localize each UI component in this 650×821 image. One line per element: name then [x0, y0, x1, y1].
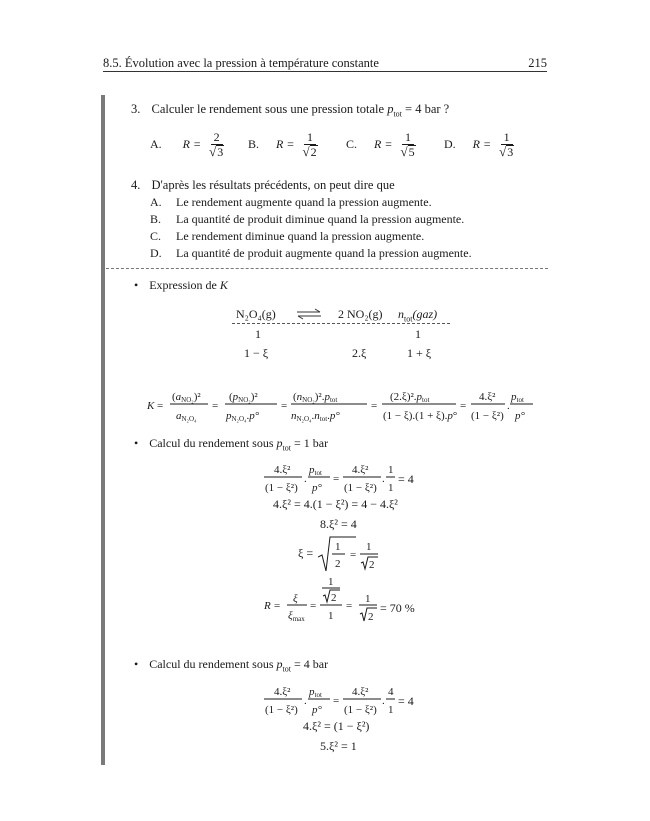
calc2-line3: 5.ξ² = 1	[320, 739, 357, 753]
q4-option-c[interactable]	[150, 229, 425, 244]
option-letter: C.	[150, 229, 162, 243]
fraction-numerator: 1	[402, 130, 414, 145]
svg-text:4.ξ²: 4.ξ²	[352, 686, 369, 698]
svg-text:=: =	[371, 400, 378, 412]
q4-option-a[interactable]	[150, 195, 432, 210]
margin-bar	[101, 95, 105, 765]
option-d[interactable]	[444, 130, 519, 160]
svg-text:1: 1	[328, 610, 334, 622]
svg-text:=: =	[333, 473, 340, 485]
option-letter: C.	[346, 136, 358, 151]
svg-text:1: 1	[328, 577, 334, 588]
bullet-dot: •	[134, 436, 139, 450]
option-text: La quantité de produit diminue quand la pression augmente.	[176, 212, 465, 226]
svg-text:K: K	[147, 400, 155, 412]
svg-text:(1 − ξ²): (1 − ξ²)	[265, 704, 298, 716]
svg-text:4.ξ²: 4.ξ²	[479, 391, 496, 403]
ptot-symbol: p	[387, 102, 394, 116]
ptot-subscript: tot	[282, 664, 291, 674]
svg-text:2: 2	[368, 611, 374, 623]
ntot-symbol: n	[398, 307, 404, 321]
svg-text:ptot: ptot	[309, 464, 322, 477]
section-title: 8.5. Évolution avec la pression à température constante	[103, 56, 379, 70]
svg-text:=: =	[350, 549, 357, 561]
calc2-line1-rhs: = 4	[398, 694, 414, 708]
svg-text:ptot: ptot	[511, 391, 524, 404]
svg-text:1: 1	[388, 704, 394, 716]
svg-text:p°: p°	[312, 482, 322, 494]
question-number: 3.	[131, 102, 141, 116]
calc1-line2: 4.ξ² = 4.(1 − ξ²) = 4 − 4.ξ²	[273, 497, 398, 511]
option-letter: D.	[444, 136, 456, 151]
svg-text:2: 2	[335, 558, 341, 570]
calc1-line4-lhs: ξ =	[298, 546, 314, 560]
fraction-numerator: 1	[501, 130, 513, 145]
svg-text:(nNO₂)².ptot: (nNO₂)².ptot	[293, 391, 338, 404]
svg-text:2: 2	[369, 559, 375, 571]
bullet-variable: K	[219, 278, 228, 292]
k-expression-formula	[145, 386, 535, 426]
bullet-dot: •	[134, 657, 139, 671]
ptot-symbol: p	[276, 436, 283, 450]
table-cell: 1	[415, 327, 421, 341]
svg-text:1: 1	[388, 482, 394, 494]
svg-text:(1 − ξ²): (1 − ξ²)	[344, 704, 377, 716]
option-b[interactable]	[248, 130, 323, 160]
bullet-rendement-1bar	[134, 436, 328, 451]
table-cell: 1 − ξ	[244, 346, 269, 360]
question-4	[131, 178, 395, 193]
svg-text:1: 1	[366, 541, 372, 553]
svg-text:.: .	[304, 695, 307, 707]
svg-text:=: =	[310, 600, 317, 612]
svg-text:=: =	[274, 600, 281, 612]
svg-text:=: =	[157, 400, 164, 412]
svg-text:4.ξ²: 4.ξ²	[274, 686, 291, 698]
svg-text:(1 − ξ²): (1 − ξ²)	[344, 482, 377, 494]
running-head	[103, 53, 547, 72]
ptot-subscript: tot	[393, 109, 402, 119]
option-fraction: 1 √ 2	[302, 130, 317, 159]
svg-text:1: 1	[388, 464, 394, 476]
option-lhs: R =	[374, 136, 393, 151]
option-text: La quantité de produit augmente quand la pression augmente.	[176, 246, 472, 260]
svg-text:4.ξ²: 4.ξ²	[352, 464, 369, 476]
option-c[interactable]	[346, 130, 421, 160]
ntot-subscript: tot	[404, 314, 413, 324]
option-a[interactable]	[150, 130, 229, 160]
table-product: 2 NO₂(g)	[338, 307, 383, 321]
bullet-condition: = 4 bar	[293, 657, 329, 671]
radicand: 2	[310, 145, 317, 159]
option-text: Le rendement augmente quand la pression augmente.	[176, 195, 432, 209]
bullet-condition: = 1 bar	[293, 436, 329, 450]
option-letter: B.	[248, 136, 260, 151]
bullet-text: Calcul du rendement sous	[149, 436, 274, 450]
bullet-text: Expression de	[149, 278, 217, 292]
question-number: 4.	[131, 178, 141, 192]
svg-text:=: =	[281, 400, 288, 412]
calc1-line1-rhs: = 4	[398, 472, 414, 486]
svg-text:(1 − ξ²): (1 − ξ²)	[265, 482, 298, 494]
table-cell: 1 + ξ	[407, 346, 432, 360]
table-cell: 1	[255, 327, 261, 341]
svg-text:ptot: ptot	[309, 686, 322, 699]
q4-option-b[interactable]	[150, 212, 465, 227]
section-divider	[106, 268, 548, 269]
svg-text:.: .	[382, 473, 385, 485]
svg-text:pN₂O₄.p°: pN₂O₄.p°	[226, 410, 260, 423]
svg-text:.: .	[304, 473, 307, 485]
svg-text:=: =	[333, 695, 340, 707]
svg-text:nN₂O₄.ntot.p°: nN₂O₄.ntot.p°	[291, 410, 340, 423]
radicand: 3	[507, 145, 514, 159]
calc1-line5-rhs: = 70 %	[380, 601, 415, 615]
svg-text:2: 2	[331, 592, 337, 604]
radicand: 5	[408, 145, 415, 159]
svg-text:(1 − ξ).(1 + ξ).p°: (1 − ξ).(1 + ξ).p°	[383, 410, 458, 422]
option-text: Le rendement diminue quand la pression augmente.	[176, 229, 425, 243]
svg-text:.: .	[382, 695, 385, 707]
svg-text:aN₂O₄: aN₂O₄	[176, 410, 197, 423]
option-fraction: 1 √ 3	[499, 130, 514, 159]
fraction-numerator: 1	[304, 130, 316, 145]
svg-text:4: 4	[388, 686, 394, 698]
question-text: Calculer le rendement sous une pression totale	[151, 102, 385, 116]
option-letter: B.	[150, 212, 162, 226]
svg-text:(aNO₂)²: (aNO₂)²	[172, 391, 201, 404]
equilibrium-arrow-icon	[296, 308, 322, 320]
option-fraction: 1 √ 5	[400, 130, 415, 159]
question-text: D'après les résultats précédents, on peut dire que	[151, 178, 395, 192]
radicand: 3	[217, 145, 224, 159]
bullet-rendement-4bar	[134, 657, 328, 672]
bullet-dot: •	[134, 278, 139, 292]
calc1-line1-formula	[262, 460, 402, 496]
svg-text:R: R	[264, 600, 271, 612]
question-value: = 4 bar ?	[405, 102, 450, 116]
option-lhs: R =	[182, 136, 202, 151]
table-reactant: N₂O₄(g)	[236, 307, 276, 321]
svg-text:p°: p°	[515, 410, 525, 422]
calc2-line2: 4.ξ² = (1 − ξ²)	[303, 719, 370, 733]
svg-text:1: 1	[365, 593, 371, 605]
svg-text:ξ: ξ	[293, 593, 298, 605]
option-lhs: R =	[276, 136, 295, 151]
option-fraction: 2 √ 3	[209, 130, 224, 159]
svg-text:1: 1	[335, 541, 341, 553]
page-number: 215	[528, 56, 547, 70]
svg-text:=: =	[346, 600, 353, 612]
svg-text:4.ξ²: 4.ξ²	[274, 464, 291, 476]
option-lhs: R =	[472, 136, 492, 151]
svg-text:=: =	[212, 400, 219, 412]
table-ntot	[398, 307, 437, 322]
option-letter: A.	[150, 195, 162, 209]
table-cell: 2.ξ	[352, 346, 367, 360]
calc1-line4-formula	[318, 535, 382, 577]
svg-text:.: .	[507, 400, 510, 412]
ptot-subscript: tot	[282, 443, 291, 453]
table-rule	[232, 323, 450, 324]
ntot-argument: (gaz)	[412, 307, 438, 321]
calc2-line1-formula	[262, 682, 402, 718]
svg-text:p°: p°	[312, 704, 322, 716]
question-3	[131, 102, 449, 117]
ptot-symbol: p	[276, 657, 283, 671]
fraction-numerator: 2	[211, 130, 223, 145]
svg-text:(pNO₂)²: (pNO₂)²	[229, 391, 258, 404]
option-letter: A.	[150, 136, 162, 151]
bullet-text: Calcul du rendement sous	[149, 657, 274, 671]
svg-text:(2.ξ)².ptot: (2.ξ)².ptot	[390, 391, 430, 404]
svg-text:=: =	[460, 400, 467, 412]
svg-text:ξmax: ξmax	[288, 610, 305, 623]
option-letter: D.	[150, 246, 162, 260]
q4-option-d[interactable]	[150, 246, 472, 261]
bullet-expression-k	[134, 278, 228, 293]
calc1-line3: 8.ξ² = 4	[320, 517, 357, 531]
svg-text:(1 − ξ²): (1 − ξ²)	[471, 410, 504, 422]
